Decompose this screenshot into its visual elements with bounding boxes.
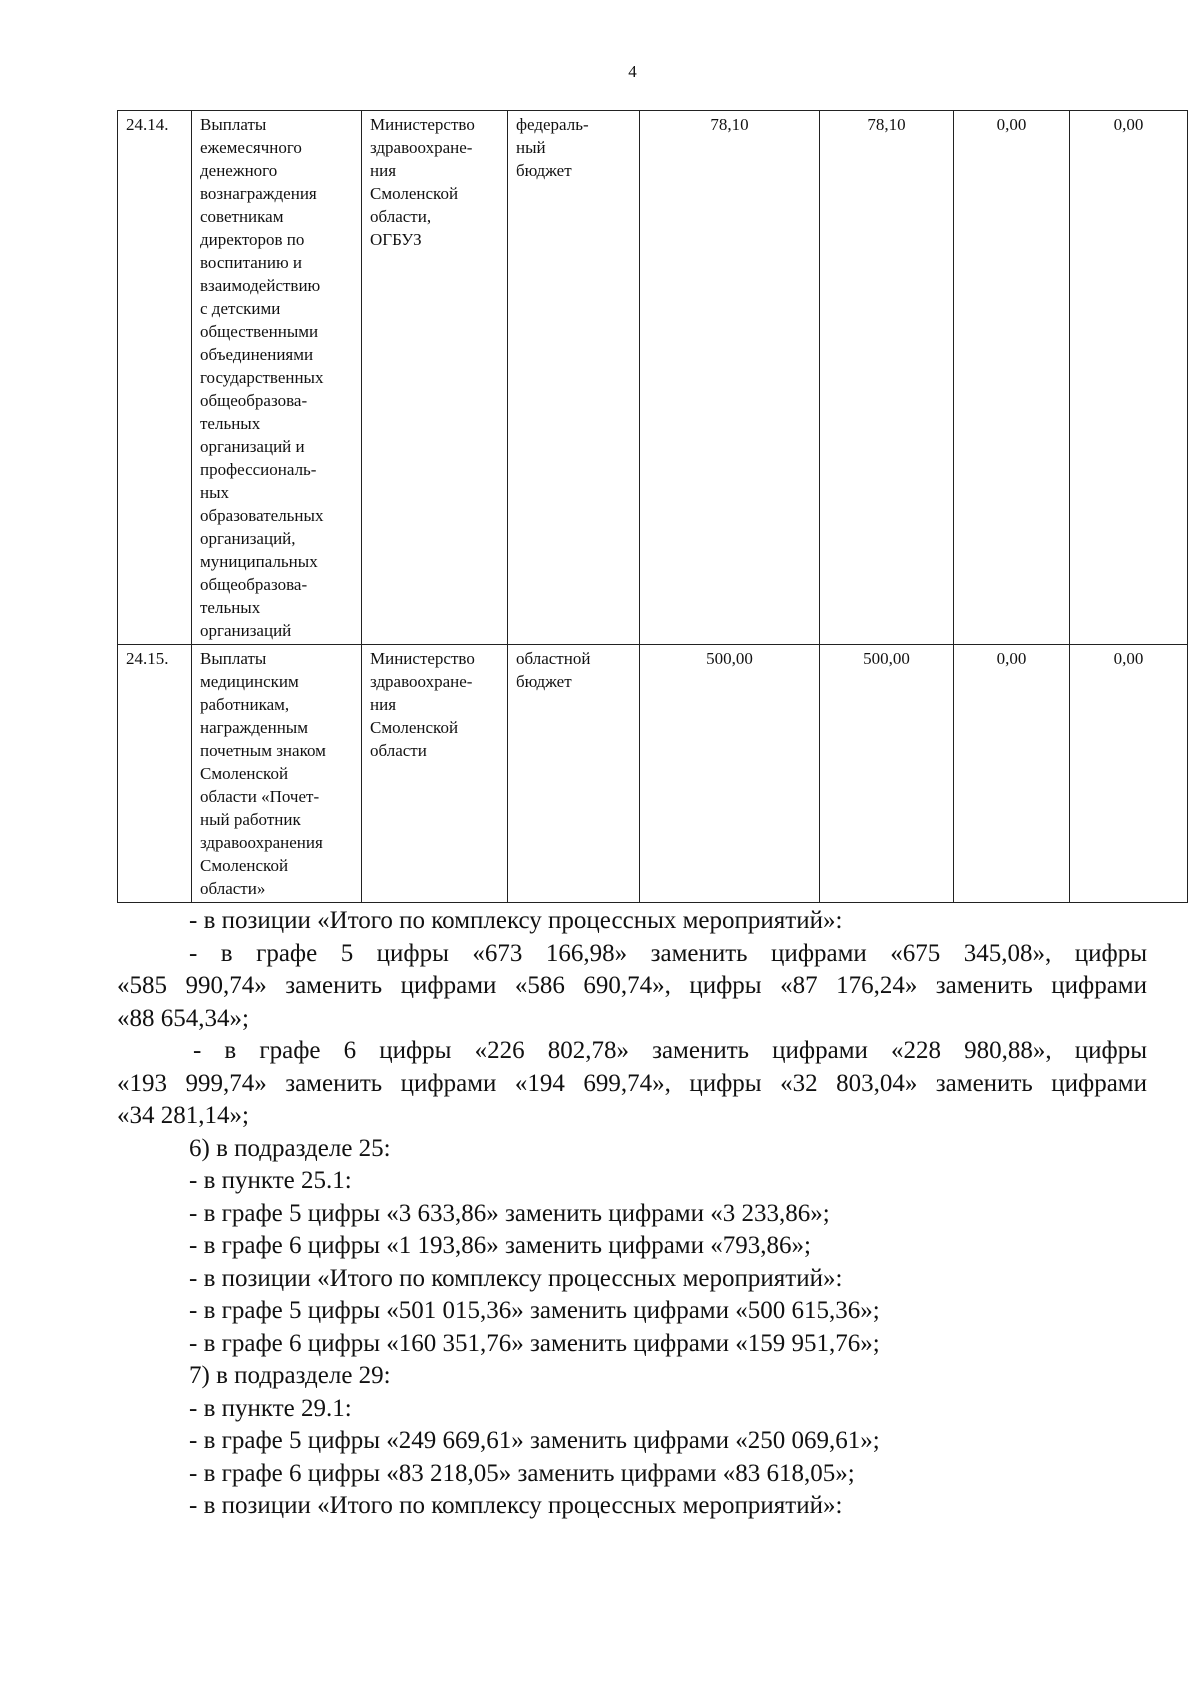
executor: Министерство здравоохране- ния Смоленской области, ОГБУЗ [362, 111, 508, 645]
paragraph: - в позиции «Итого по комплексу процессных мероприятий»: [189, 907, 843, 934]
paragraph: 6) в подразделе 25: [189, 1134, 391, 1162]
value-year-1: 500,00 [820, 645, 954, 903]
page-number: 4 [628, 62, 637, 81]
paragraph: 7) в подразделе 29: [189, 1362, 391, 1389]
value-year-2: 0,00 [954, 111, 1070, 645]
value-total: 500,00 [640, 645, 820, 903]
budget-table [117, 110, 1188, 903]
paragraph: - в графе 6 цифры «226 802,78» заменить цифрами «228 980,88», цифры [193, 1037, 1147, 1064]
paragraph: - в графе 5 цифры «673 166,98» заменить цифрами «675 345,08», цифры [189, 939, 1147, 967]
funding-source: федераль- ный бюджет [508, 111, 640, 645]
table-row [118, 645, 1188, 903]
table-row [118, 111, 1188, 645]
executor: Министерство здравоохране- ния Смоленской области [362, 645, 508, 903]
paragraph: «585 990,74» заменить цифрами «586 690,74», цифры «87 176,24» заменить цифрами [117, 972, 1147, 999]
amendment-text [117, 905, 1147, 1523]
paragraph: - в графе 5 цифры «3 633,86» заменить цифрами «3 233,86»; [189, 1199, 830, 1227]
row-number: 24.14. [118, 111, 192, 645]
value-year-3: 0,00 [1070, 111, 1188, 645]
paragraph: - в позиции «Итого по комплексу процессных мероприятий»: [189, 1264, 843, 1292]
paragraph: - в графе 6 цифры «160 351,76» заменить цифрами «159 951,76»; [189, 1329, 880, 1357]
paragraph: - в графе 5 цифры «501 015,36» заменить цифрами «500 615,36»; [189, 1297, 880, 1324]
funding-source: областной бюджет [508, 645, 640, 903]
paragraph: - в графе 5 цифры «249 669,61» заменить цифрами «250 069,61»; [189, 1427, 880, 1454]
paragraph: - в графе 6 цифры «83 218,05» заменить цифрами «83 618,05»; [189, 1459, 855, 1487]
paragraph: - в графе 6 цифры «1 193,86» заменить цифрами «793,86»; [189, 1232, 811, 1259]
measure-name: Выплаты медицинским работникам, награжденным почетным знаком Смоленской области «Почет- ный работник здравоохранения Смоленской области» [192, 645, 362, 903]
paragraph: «34 281,14»; [117, 1102, 249, 1129]
paragraph: «193 999,74» заменить цифрами «194 699,74», цифры «32 803,04» заменить цифрами [117, 1069, 1147, 1097]
value-year-2: 0,00 [954, 645, 1070, 903]
row-number: 24.15. [118, 645, 192, 903]
value-year-1: 78,10 [820, 111, 954, 645]
paragraph: «88 654,34»; [117, 1004, 249, 1032]
paragraph: - в позиции «Итого по комплексу процессных мероприятий»: [189, 1492, 843, 1519]
paragraph: - в пункте 25.1: [189, 1167, 352, 1194]
measure-name: Выплаты ежемесячного денежного вознаграждения советникам директоров по воспитанию и взаимодействию с детскими общественными объединениями государственных общеобразова- тельных организаций и профессиональ- ных образовательных организаций, муниципальных общеобразова- тельных организаций [192, 111, 362, 645]
paragraph: - в пункте 29.1: [189, 1394, 352, 1422]
value-total: 78,10 [640, 111, 820, 645]
value-year-3: 0,00 [1070, 645, 1188, 903]
